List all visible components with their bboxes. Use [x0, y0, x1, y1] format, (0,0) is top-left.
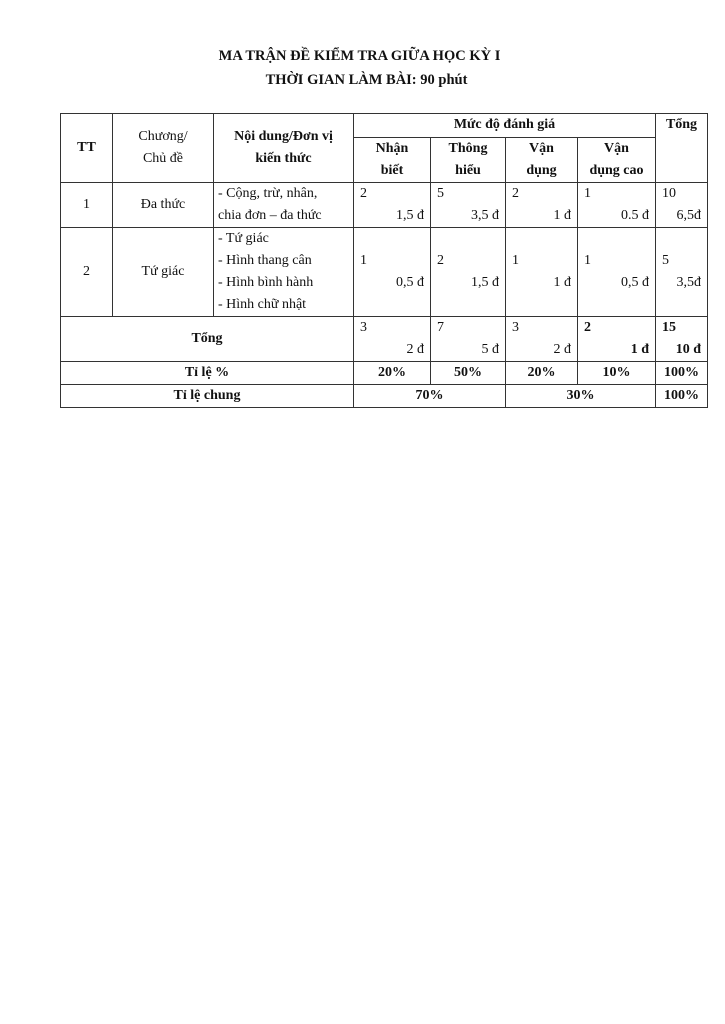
ratio-label: Tỉ lệ % — [61, 362, 354, 385]
cell-score: 1 đ — [553, 208, 571, 223]
level-line2: dụng — [526, 163, 557, 178]
header-level-van-dung — [506, 138, 578, 183]
row-tt: 1 — [61, 183, 113, 228]
total-label: Tổng — [61, 317, 354, 362]
cell-count: 5 — [662, 253, 669, 268]
header-level-thong-hieu — [431, 138, 506, 183]
level-line1: Vận — [529, 141, 554, 156]
cell-score: 3,5đ — [676, 275, 701, 290]
header-noidung-line2: kiến thức — [255, 151, 312, 166]
header-tong: Tổng — [656, 114, 708, 183]
cell-van-dung — [506, 228, 578, 317]
header-row-1 — [61, 114, 708, 138]
header-level-van-dung-cao — [578, 138, 656, 183]
cell-nhan-biet — [354, 228, 431, 317]
cell-thong-hieu — [431, 183, 506, 228]
cell-count: 7 — [437, 320, 444, 335]
header-noidung — [214, 114, 354, 183]
total-nhan-biet — [354, 317, 431, 362]
common-ratio-label: Tỉ lệ chung — [61, 385, 354, 408]
ratio-value: 100% — [656, 362, 708, 385]
cell-score: 2 đ — [406, 342, 424, 357]
row-chu-de: Đa thức — [113, 183, 214, 228]
header-muc-do: Mức độ đánh giá — [354, 114, 656, 138]
header-chuong-line1: Chương/ — [138, 129, 188, 144]
noi-dung-line: - Tứ giác — [218, 231, 269, 246]
noi-dung-line: - Cộng, trừ, nhân, — [218, 186, 318, 201]
level-line2: dụng cao — [589, 163, 644, 178]
cell-score: 0,5 đ — [621, 275, 649, 290]
cell-count: 3 — [512, 320, 519, 335]
header-chuong-line2: Chủ đề — [142, 151, 184, 166]
cell-count: 2 — [437, 253, 444, 268]
row-chu-de: Tứ giác — [113, 228, 214, 317]
header-chuong — [113, 114, 214, 183]
cell-score: 1,5 đ — [471, 275, 499, 290]
cell-thong-hieu — [431, 228, 506, 317]
cell-tong — [656, 228, 708, 317]
cell-score: 5 đ — [481, 342, 499, 357]
level-line2: biết — [380, 163, 404, 178]
level-line2: hiểu — [455, 163, 481, 178]
ratio-value: 20% — [354, 362, 431, 385]
total-row — [61, 317, 708, 362]
document-subtitle: THỜI GIAN LÀM BÀI: 90 phút — [265, 72, 468, 88]
cell-count: 2 — [360, 186, 367, 201]
assessment-matrix-table — [60, 113, 708, 408]
cell-count: 1 — [584, 253, 591, 268]
cell-nhan-biet — [354, 183, 431, 228]
cell-score: 6,5đ — [676, 208, 701, 223]
cell-count: 2 — [512, 186, 519, 201]
table-row — [61, 183, 708, 228]
header-noidung-line1: Nội dung/Đơn vị — [234, 129, 333, 144]
total-thong-hieu — [431, 317, 506, 362]
ratio-value: 50% — [431, 362, 506, 385]
common-ratio-row — [61, 385, 708, 408]
cell-count: 15 — [662, 320, 676, 335]
common-ratio-value: 70% — [354, 385, 506, 408]
cell-score: 1 đ — [553, 275, 571, 290]
noi-dung-line: - Hình thang cân — [218, 253, 312, 268]
row-tt: 2 — [61, 228, 113, 317]
cell-count: 3 — [360, 320, 367, 335]
common-ratio-value: 30% — [506, 385, 656, 408]
total-tong — [656, 317, 708, 362]
total-van-dung — [506, 317, 578, 362]
cell-score: 0.5 đ — [621, 208, 649, 223]
total-van-dung-cao — [578, 317, 656, 362]
cell-score: 1 đ — [630, 342, 649, 357]
cell-count: 2 — [584, 320, 591, 335]
noi-dung-line: chia đơn – đa thức — [218, 208, 322, 223]
table-row — [61, 228, 708, 317]
ratio-value: 20% — [506, 362, 578, 385]
cell-score: 1,5 đ — [396, 208, 424, 223]
header-tt: TT — [61, 114, 113, 183]
common-ratio-value: 100% — [656, 385, 708, 408]
noi-dung-line: - Hình chữ nhật — [218, 297, 307, 312]
ratio-value: 10% — [578, 362, 656, 385]
cell-van-dung — [506, 183, 578, 228]
header-level-nhan-biet — [354, 138, 431, 183]
cell-score: 0,5 đ — [396, 275, 424, 290]
cell-score: 2 đ — [553, 342, 571, 357]
cell-count: 1 — [360, 253, 367, 268]
cell-count: 1 — [584, 186, 591, 201]
cell-count: 5 — [437, 186, 444, 201]
document-title: MA TRẬN ĐỀ KIỂM TRA GIỮA HỌC KỲ I — [218, 48, 501, 64]
noi-dung-line: - Hình bình hành — [218, 275, 314, 290]
row-noi-dung — [214, 228, 354, 317]
cell-score: 10 đ — [675, 342, 701, 357]
row-noi-dung — [214, 183, 354, 228]
level-line1: Nhận — [375, 141, 409, 156]
level-line1: Thông — [448, 141, 488, 156]
ratio-row — [61, 362, 708, 385]
cell-count: 1 — [512, 253, 519, 268]
cell-count: 10 — [662, 186, 676, 201]
cell-van-dung-cao — [578, 228, 656, 317]
cell-van-dung-cao — [578, 183, 656, 228]
cell-tong — [656, 183, 708, 228]
cell-score: 3,5 đ — [471, 208, 499, 223]
level-line1: Vận — [604, 141, 629, 156]
